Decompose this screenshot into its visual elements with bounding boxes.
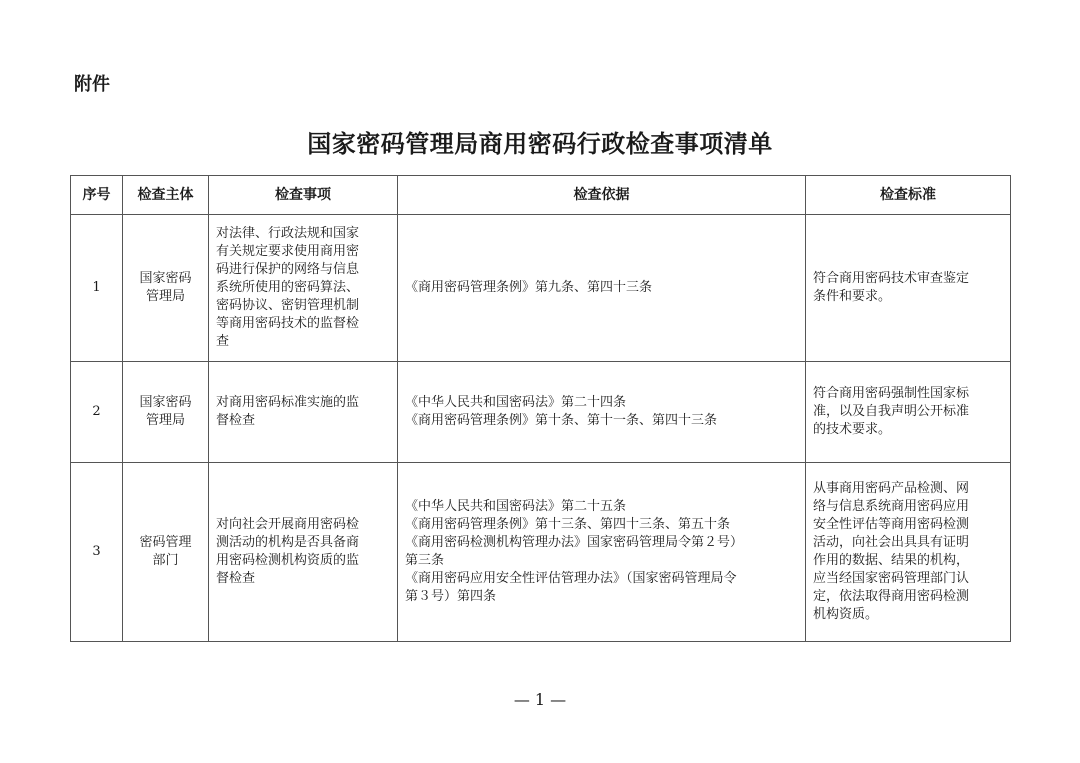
table-row	[71, 463, 1011, 642]
cell-standard: 符合商用密码强制性国家标 准，以及自我声明公开标准 的技术要求。	[806, 362, 1011, 463]
document-title: 国家密码管理局商用密码行政检查事项清单	[307, 130, 773, 158]
cell-subject: 国家密码 管理局	[123, 362, 209, 463]
cell-basis: 《中华人民共和国密码法》第二十四条 《商用密码管理条例》第十条、第十一条、第四十三条	[398, 362, 806, 463]
header-subject: 检查主体	[123, 176, 209, 215]
table-row	[71, 362, 1011, 463]
cell-item: 对向社会开展商用密码检 测活动的机构是否具备商 用密码检测机构资质的监 督检查	[209, 463, 398, 642]
header-no: 序号	[71, 176, 123, 215]
header-standard: 检查标准	[806, 176, 1011, 215]
inspection-items-table	[70, 175, 1011, 642]
table-row	[71, 215, 1011, 362]
header-item: 检查事项	[209, 176, 398, 215]
attachment-label: 附件	[74, 74, 110, 95]
cell-item: 对法律、行政法规和国家 有关规定要求使用商用密 码进行保护的网络与信息 系统所使用的密码算法、 密码协议、密钥管理机制 等商用密码技术的监督检 查	[209, 215, 398, 362]
cell-no: 2	[71, 362, 123, 463]
cell-basis: 《商用密码管理条例》第九条、第四十三条	[398, 215, 806, 362]
page-number: — 1 —	[513, 690, 567, 709]
table-header-row	[71, 176, 1011, 215]
cell-standard: 从事商用密码产品检测、网 络与信息系统商用密码应用 安全性评估等商用密码检测 活动，向社会出具具有证明 作用的数据、结果的机构， 应当经国家密码管理部门认 定，依法取得商用密码检测 机构资质。	[806, 463, 1011, 642]
cell-no: 1	[71, 215, 123, 362]
cell-subject: 国家密码 管理局	[123, 215, 209, 362]
cell-item: 对商用密码标准实施的监 督检查	[209, 362, 398, 463]
header-basis: 检查依据	[398, 176, 806, 215]
cell-basis: 《中华人民共和国密码法》第二十五条 《商用密码管理条例》第十三条、第四十三条、第五十条 《商用密码检测机构管理办法》国家密码管理局令第２号） 第三条 《商用密码应用安全性评估管理办法》（国家密码管理局令 第３号）第四条	[398, 463, 806, 642]
cell-no: 3	[71, 463, 123, 642]
cell-standard: 符合商用密码技术审查鉴定 条件和要求。	[806, 215, 1011, 362]
cell-subject: 密码管理 部门	[123, 463, 209, 642]
